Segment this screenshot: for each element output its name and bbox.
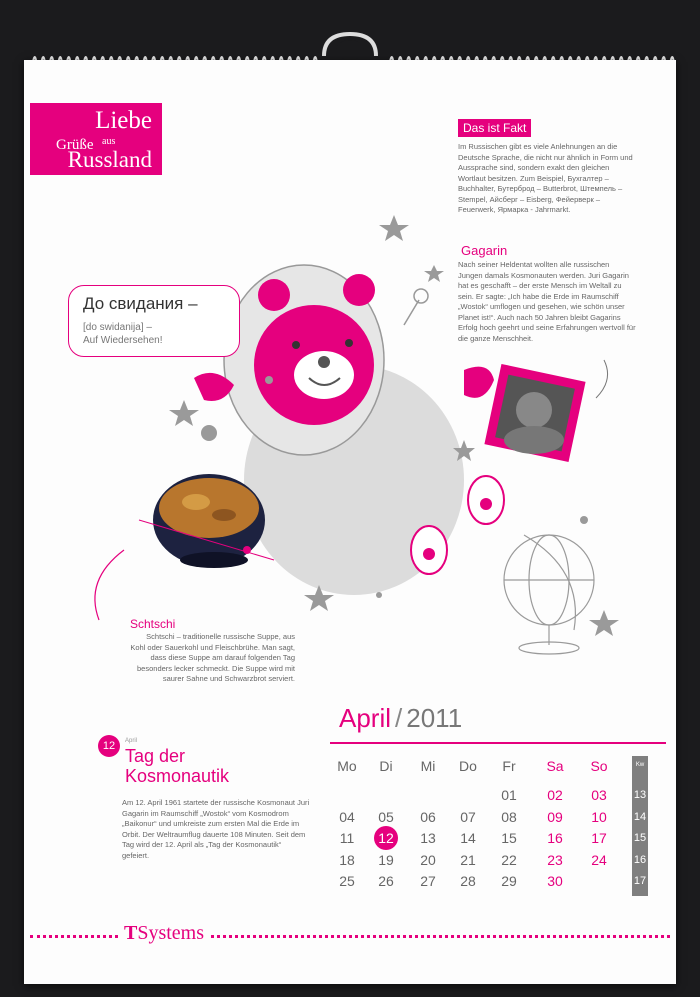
calendar-day[interactable]: 12 [378,830,394,846]
kw-label: Kw [635,762,645,768]
calendar-day[interactable]: 06 [420,808,436,825]
calendar-day[interactable]: 21 [460,851,476,868]
schtschi-text: Schtschi – traditionelle russische Suppe, aus Kohl oder Sauerkohl und Fleischbrühe. Man sagt, dass diese Suppe am darauf folgenden Tag besonders lecker schmeckt. Die Suppe wird mit saurer Sahne und Schwarzbrot serviert. [130,632,295,683]
weekday-header: Sa [546,758,564,774]
calendar-day[interactable]: 22 [501,851,517,868]
logo-text: Systems [137,922,205,944]
kw-number: 13 [633,789,647,801]
calendar-day[interactable]: 23 [547,851,563,868]
calendar-day[interactable]: 25 [339,873,355,889]
calendar-day[interactable]: 08 [501,808,517,825]
calendar-day[interactable]: 05 [378,808,394,825]
gagarin-stamp [484,364,585,462]
kw-number: 17 [633,875,647,887]
kosmonautik-day-badge: 12 [98,735,120,757]
globe-illustration [504,535,594,654]
calendar-day[interactable]: 07 [460,808,476,825]
bubble-german: Auf Wiedersehen! [83,335,163,346]
calendar-day[interactable]: 11 [339,830,355,846]
calendar-day[interactable]: 24 [591,851,607,868]
calendar-day[interactable]: 19 [378,851,394,868]
schtschi-pointer [95,550,124,620]
bubble-translit: [do swidanija] – [83,322,152,333]
weekday-header: Mo [337,758,357,774]
kosmonautik-text: Am 12. April 1961 startete der russische Kosmonaut Juri Gagarin im Raumschiff „Wostok“ vom Kosmodrom „Baikonur“ und umkreiste zum ersten Mal die Erde im Orbit. Der Weltraumflug dauerte 108 Minuten. Seit dem Tag wird der 12. April als „Tag der Kosmonautik“ gefeiert. [122,798,310,860]
calendar-day[interactable]: 02 [547,787,563,803]
kw-number: 16 [633,853,647,866]
calendar-day[interactable]: 13 [420,830,436,846]
calendar-divider [330,742,666,744]
fact-text: Im Russischen gibt es viele Anlehnungen an die Deutsche Sprache, die nicht nur ähnlich in Form und Aussprache sind, sondern exakt den gleichen Wortlaut besitzen. Zum Beispiel, Бухгалтер – Buchhalter, Бутерброд – Butterbrot, Штемпель – Stempel, Айсберг – Eisberg, Фейерверк – Feuerwerk, Ярмарка - Jahrmarkt. [458,142,633,214]
logo-t: T [124,922,138,944]
weekday-header: Do [459,758,477,774]
calendar-month: April [339,703,392,733]
kosmonautik-heading [125,746,229,786]
title-liebe: Liebe [95,107,152,134]
calendar-day[interactable]: 26 [378,873,394,889]
bubble-russian: До свидания – [83,294,198,313]
kw-number: 14 [633,810,647,823]
calendar-year: 2011 [406,703,463,733]
calendar-day[interactable]: 10 [591,808,607,825]
schtschi-heading: Schtschi [130,617,176,631]
calendar-day[interactable]: 16 [547,830,563,846]
gagarin-text: Nach seiner Heldentat wollten alle russischen Jungen damals Kosmonauten werden. Juri Gagarin hat es geschafft – der erste Mensch im Weltall zu sein. Er sagte: „Ich habe die Erde im Raumschiff „Wostok“ umflogen und gesehen, wie schön unser Planet ist!“. Auch nach 50 Jahren bleibt Gagarins Erfolg hoch geehrt und seine Erfahrungen wertvoll für die ganze Menschheit. [458,260,636,343]
kosmonautik-title-line2: Kosmonautik [125,766,230,786]
calendar-day[interactable]: 20 [420,851,436,868]
weekday-header: So [590,758,608,774]
kosmonautik-title-line1: Tag der [125,746,186,766]
calendar-day[interactable]: 04 [339,808,355,825]
calendar-day[interactable]: 03 [591,787,607,803]
calendar-page [24,60,676,984]
kosmonautik-month: April [125,738,138,744]
title-gruesse: Grüße [56,137,94,153]
weekday-header: Di [379,758,393,774]
kw-number: 15 [633,832,647,844]
calendar-day[interactable]: 28 [460,873,476,889]
weekday-header: Mi [420,758,436,774]
calendar-day[interactable]: 30 [547,873,563,889]
calendar-separator: / [395,703,403,733]
calendar-day[interactable]: 01 [501,787,517,803]
calendar-day[interactable]: 18 [339,851,355,868]
title-russland: Russland [67,147,152,172]
fact-heading: Das ist Fakt [458,119,531,137]
gagarin-heading: Gagarin [461,243,508,258]
calendar-day[interactable]: 29 [501,873,517,889]
calendar-day[interactable]: 27 [420,873,436,889]
title-aus: aus [102,136,116,147]
calendar-day[interactable]: 15 [501,830,517,846]
tsystems-logo [120,922,208,945]
calendar-day[interactable]: 09 [547,808,563,825]
calendar-title [339,703,462,734]
calendar-day[interactable]: 14 [460,830,476,846]
calendar-day[interactable]: 17 [591,830,607,846]
speech-bubble [68,285,240,357]
weekday-header: Fr [502,758,516,774]
bubble-translation [83,321,163,347]
gagarin-pointer [596,360,608,398]
